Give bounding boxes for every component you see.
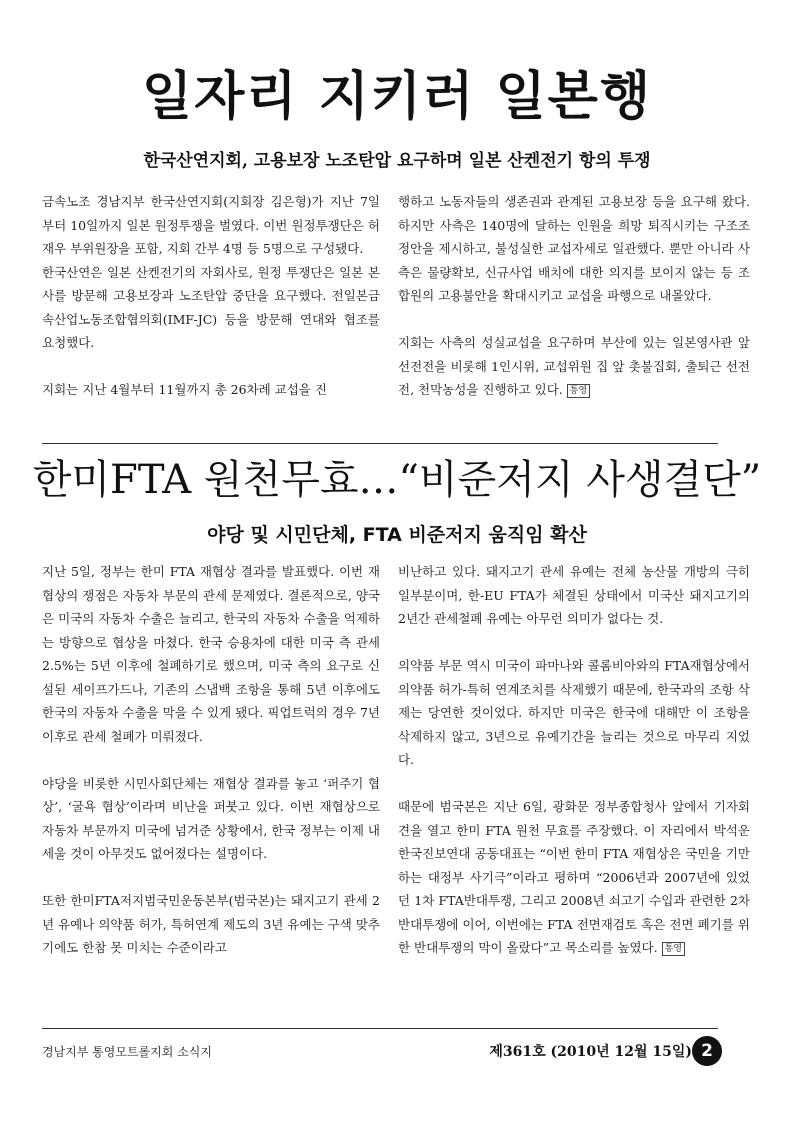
article1-paragraph: 한국산연은 일본 산켄전기의 자회사로, 원정 투쟁단은 일본 본사를 방문해 고용보장과 노조탄압 중단을 요구했다. 전일본금속산업노동조합협의회(IMF-JC) 등을 방문해 연대와 협조를 요청했다. <box>42 264 380 350</box>
article1-paragraph: 행하고 노동자들의 생존권과 관계된 고용보장 등을 요구해 왔다. 하지만 사측은 140명에 달하는 인원을 희망 퇴직시키는 구조조정안을 제시하고, 불성실한 교섭자세로 일관했다. 뿐만 아니라 사측은 물량확보, 신규사업 배치에 대한 의지를 보이지 않는 등 조합원의 고용불안을 확대시키고 교섭을 파행으로 내몰았다. <box>398 194 750 303</box>
footer-issue: 제361호 (2010년 12월 15일) <box>489 1044 692 1060</box>
article1-paragraph: 금속노조 경남지부 한국산연지회(지회장 김은형)가 지난 7일부터 10일까지 일본 원정투쟁을 벌였다. 이번 원정투쟁단은 허재우 부위원장을 포함, 지회 간부 4명 등 5명으로 구성됐다. <box>42 194 380 256</box>
article1-paragraph: 지회는 사측의 성실교섭을 요구하며 부산에 있는 일본영사관 앞 선전전을 비롯해 1인시위, 교섭위원 집 앞 촛불집회, 출퇴근 선전전, 천막농성을 진행하고 있다. <box>398 335 750 397</box>
article1-paragraph-last <box>398 331 750 402</box>
article1-left-column <box>42 190 380 402</box>
article2-paragraph: 야당을 비롯한 시민사회단체는 재협상 결과를 놓고 ‘퍼주기 협상’, ‘굴욕 협상’이라며 비난을 퍼붓고 있다. 이번 재협상으로 자동차 부문까지 미국에 넘겨준 상황에서, 한국 정부는 이제 내세울 것이 아무것도 없어졌다는 설명이다. <box>42 775 380 861</box>
end-mark-icon: 통영 <box>662 942 685 956</box>
article1-paragraph: 지회는 지난 4월부터 11월까지 총 26차례 교섭을 진 <box>42 382 327 397</box>
article2-paragraph: 비난하고 있다. 돼지고기 관세 유예는 전체 농산물 개방의 극히 일부분이며, 한-EU FTA가 체결된 상태에서 미국산 돼지고기의 2년간 관세철폐 유예는 아무런 의미가 없다는 것. <box>398 564 750 626</box>
article2-paragraph: 또한 한미FTA저지범국민운동본부(범국본)는 돼지고기 관세 2년 유예나 의약품 허가, 특허연계 제도의 3년 유예는 구색 맞추기에도 한참 못 미치는 수준이라고 <box>42 893 380 955</box>
article2-headline: 한미FTA 원천무효…“비준저지 사생결단” <box>32 457 762 503</box>
article2-paragraph: 지난 5일, 정부는 한미 FTA 재협상 결과를 발표했다. 이번 재협상의 쟁점은 자동차 부문의 관세 문제였다. 결론적으로, 양국은 미국의 자동차 수출은 늘리고, 한국의 자동차 수출을 억제하는 방향으로 협상을 마쳤다. 한국 승용차에 대한 미국 측 관세 2.5%는 5년 이후에 철폐하기로 했으며, 미국 측의 요구로 신설된 세이프가드나, 기존의 스냅백 조항을 통해 5년 이후에도 한국의 자동차 수출을 막을 수 있게 됐다. 픽업트럭의 경우 7년 이후로 관세 철폐가 미뤄졌다. <box>42 564 380 744</box>
article2-paragraph: 의약품 부문 역시 미국이 파마나와 콜롬비아와의 FTA재협상에서 의약품 허가-특허 연계조치를 삭제했기 때문에, 한국과의 조항 삭제는 당연한 것이었다. 하지만 미국은 한국에 대해만 이 조항을 삭제하지 않고, 3년으로 유예기간을 늘리는 것으로 마무리 지었다. <box>398 658 750 767</box>
article2-paragraph: 때문에 범국본은 지난 6일, 광화문 정부종합청사 앞에서 기자회견을 열고 한미 FTA 원천 무효를 주장했다. 이 자리에서 박석운 한국진보연대 공동대표는 “이번 한미 FTA 재협상은 국민을 기만하는 대정부 사기극”이라고 평하며 “2006년과 2007년에 있었던 1차 FTA반대투쟁, 그리고 2008년 쇠고기 수입과 관련한 2차 반대투쟁에 이어, 이번에는 FTA 전면재검토 혹은 전면 폐기를 위한 반대투쟁의 막이 올랐다”고 목소리를 높였다. <box>398 799 750 955</box>
article2-left-column <box>42 560 380 960</box>
footer-publication: 경남지부 통영모트롤지회 소식지 <box>42 1045 212 1059</box>
article2-subheadline: 야당 및 시민단체, FTA 비준저지 움직임 확산 <box>207 524 587 546</box>
article2-paragraph-last <box>398 795 750 960</box>
article1-right-column <box>398 190 750 402</box>
page-number: 2 <box>692 1036 722 1066</box>
article1-headline: 일자리 지키러 일본행 <box>141 67 653 127</box>
footer-divider <box>42 1028 718 1029</box>
section-divider <box>42 443 718 444</box>
end-mark-icon: 통영 <box>567 384 590 398</box>
article1-subheadline: 한국산연지회, 고용보장 노조탄압 요구하며 일본 산켄전기 항의 투쟁 <box>143 151 651 171</box>
article2-right-column <box>398 560 750 960</box>
